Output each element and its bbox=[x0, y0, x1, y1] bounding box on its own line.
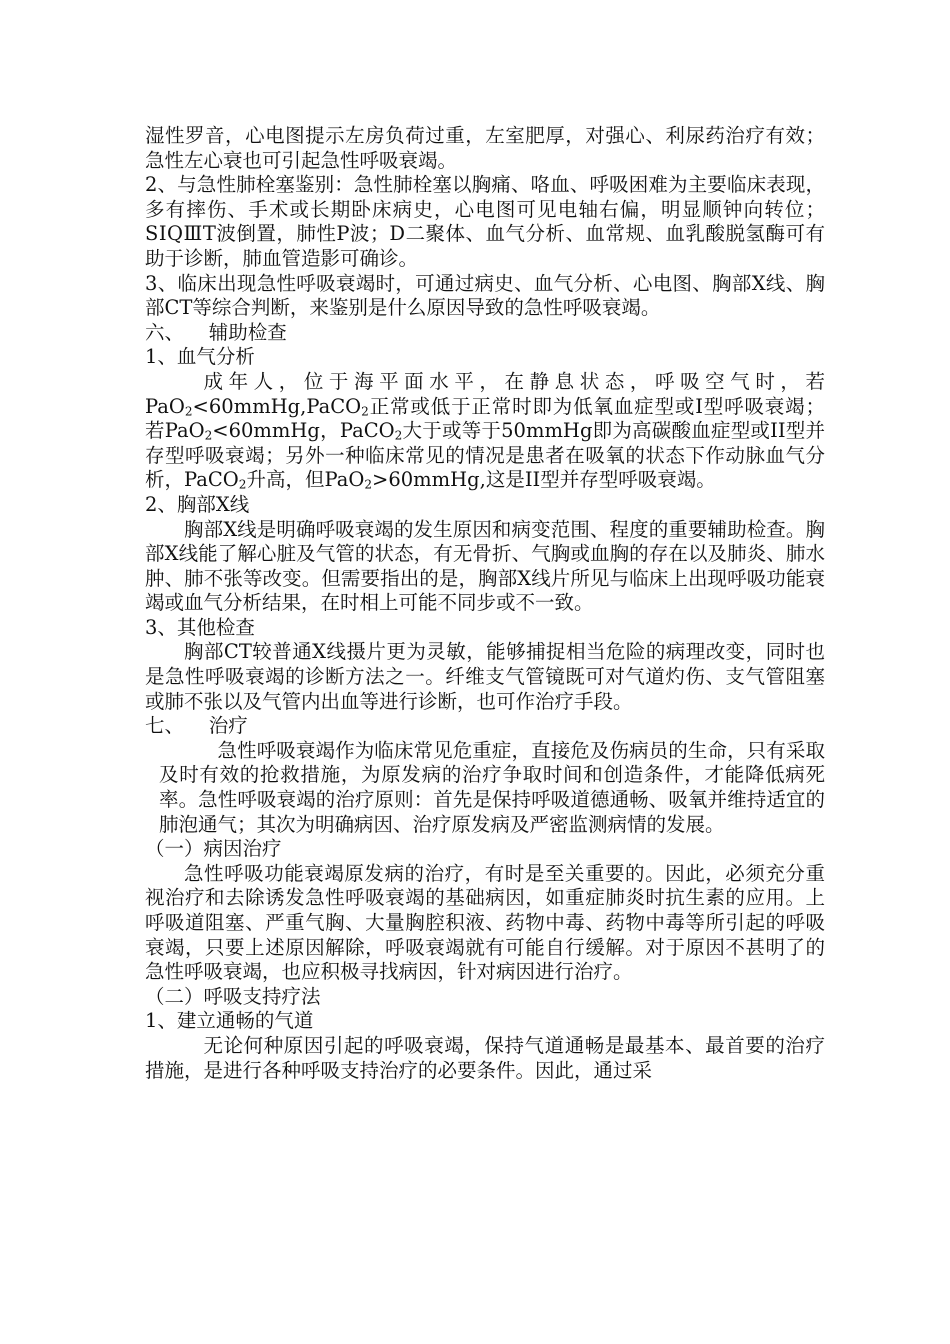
paragraph-differential-diagnosis: 3、临床出现急性呼吸衰竭时，可通过病史、血气分析、心电图、胸部X线、胸部CT等综合判断，来鉴别是什么原因导致的急性呼吸衰竭。 bbox=[145, 271, 825, 320]
paragraph-airway: 无论何种原因引起的呼吸衰竭，保持气道通畅是最基本、最首要的治疗措施，是进行各种呼吸支持治疗的必要条件。因此，通过采 bbox=[145, 1033, 825, 1082]
paragraph-pulmonary-embolism: 2、与急性肺栓塞鉴别：急性肺栓塞以胸痛、咯血、呼吸困难为主要临床表现，多有摔伤、手术或长期卧床病史，心电图可见电轴右偏，明显顺钟向转位；SⅠQⅢT波倒置，肺性P波；D二聚体、血气分析、血常规、血乳酸脱氢酶可有助于诊断，肺血管造影可确诊。 bbox=[145, 173, 825, 270]
paragraph-other-exams: 胸部CT较普通X线摄片更为灵敏，能够捕捉相当危险的病理改变，同时也是急性呼吸衰竭的诊断方法之一。纤维支气管镜既可对气道灼伤、支气管阻塞或肺不张以及气管内出血等进行诊断，也可作治疗手段。 bbox=[145, 640, 825, 713]
paragraph-chest-xray: 胸部X线是明确呼吸衰竭的发生原因和病变范围、程度的重要辅助检查。胸部X线能了解心脏及气管的状态，有无骨折、气胸或血胸的存在以及肺炎、肺水肿、肺不张等改变。但需要指出的是，胸部X线片所见与临床上出现呼吸功能衰竭或血气分析结果，在时相上可能不同步或不一致。 bbox=[145, 517, 825, 615]
subheading-other-exams: 3、其他检查 bbox=[145, 615, 255, 639]
paragraph-left-heart-failure: 湿性罗音，心电图提示左房负荷过重，左室肥厚，对强心、利尿药治疗有效；急性左心衰也可引起急性呼吸衰竭。 bbox=[145, 124, 825, 172]
document-body bbox=[145, 124, 825, 1083]
subheading-etiological-treatment: （一）病因治疗 bbox=[145, 837, 282, 861]
subheading-airway: 1、建立通畅的气道 bbox=[145, 1009, 314, 1033]
subheading-blood-gas: 1、血气分析 bbox=[145, 345, 255, 369]
section-heading-auxiliary-exam: 六、 辅助检查 bbox=[145, 320, 287, 344]
subheading-chest-xray: 2、胸部X线 bbox=[145, 492, 250, 516]
subheading-respiratory-support: （二）呼吸支持疗法 bbox=[145, 984, 321, 1008]
section-heading-treatment: 七、 治疗 bbox=[145, 714, 248, 738]
paragraph-treatment-principles: 急性呼吸衰竭作为临床常见危重症，直接危及伤病员的生命，只有采取及时有效的抢救措施，为原发病的治疗争取时间和创造条件，才能降低病死率。急性呼吸衰竭的治疗原则：首先是保持呼吸道德通畅、吸氧并维持适宜的肺泡通气；其次为明确病因、治疗原发病及严密监测病情的发展。 bbox=[159, 738, 825, 836]
paragraph-etiological-treatment: 急性呼吸功能衰竭原发病的治疗，有时是至关重要的。因此，必须充分重视治疗和去除诱发急性呼吸衰竭的基础病因，如重症肺炎时抗生素的应用。上呼吸道阻塞、严重气胸、大量胸腔积液、药物中毒、药物中毒等所引起的呼吸衰竭，只要上述原因解除，呼吸衰竭就有可能自行缓解。对于原因不甚明了的急性呼吸衰竭，也应积极寻找病因，针对病因进行治疗。 bbox=[145, 861, 825, 984]
paragraph-blood-gas: 成年人，位于海平面水平，在静息状态，呼吸空气时，若PaO$_2$<60mmHg,PaCO$_2$正常或低于正常时即为低氧血症型或I型呼吸衰竭；若PaO$_2$<60mmHg，PaCO$_2$大于或等于50mmHg即为高碳酸血症型或II型并存型呼吸衰竭；另外一种临床常见的情况是患者在吸氧的状态下作动脉血气分析，PaCO$_2$升高，但PaO$_2$>60mmHg,这是II型并存型呼吸衰竭。 bbox=[145, 369, 825, 492]
